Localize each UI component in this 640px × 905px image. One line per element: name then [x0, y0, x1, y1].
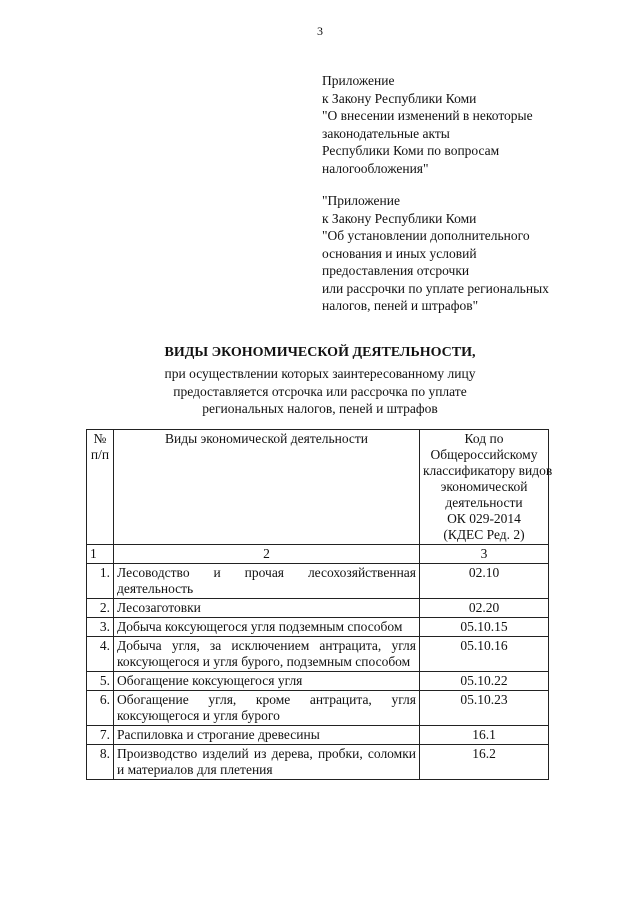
row-number: 5. [87, 672, 114, 691]
row-number: 7. [87, 726, 114, 745]
appendix-line: "О внесении изменений в некоторые [322, 108, 533, 123]
activity-code: 05.10.22 [420, 672, 549, 691]
activities-table [86, 429, 553, 780]
appendix-line: налогообложения" [322, 160, 429, 176]
activity-name: Лесозаготовки [114, 599, 420, 618]
subtitle-line: предоставляется отсрочка или рассрочка по уплате [173, 383, 467, 399]
appendix-header-2 [322, 192, 622, 315]
activity-name: Производство изделий из дерева, пробки, соломки и материалов для плетения [114, 745, 420, 780]
table-row [87, 691, 549, 726]
row-number: 3. [87, 618, 114, 637]
appendix-line: предоставления отсрочки [322, 263, 470, 278]
activity-name: Лесоводство и прочая лесохозяйственная деятельность [114, 564, 420, 599]
activity-code: 02.20 [420, 599, 549, 618]
column-index: 2 [114, 545, 420, 564]
appendix-line: законодательные акты [322, 125, 450, 141]
row-number: 8. [87, 745, 114, 780]
activity-name: Обогащение угля, кроме антрацита, угля коксующегося и угля бурого [114, 691, 420, 726]
appendix-line: или рассрочки по уплате региональных [322, 280, 549, 296]
row-number: 6. [87, 691, 114, 726]
table-row [87, 726, 549, 745]
row-number: 2. [87, 599, 114, 618]
activity-code: 16.1 [420, 726, 549, 745]
table-row [87, 599, 549, 618]
appendix-line: "Приложение [322, 193, 400, 208]
column-index-row [87, 545, 549, 564]
appendix-line: основания и иных условий [322, 245, 477, 261]
table-row [87, 618, 549, 637]
column-index: 1 [87, 545, 114, 564]
activity-name: Добыча коксующегося угля подземным способом [114, 618, 420, 637]
appendix-header [322, 72, 622, 177]
document-title: ВИДЫ ЭКОНОМИЧЕСКОЙ ДЕЯТЕЛЬНОСТИ, [164, 345, 476, 360]
appendix-line: Приложение [322, 73, 395, 88]
table-row [87, 564, 549, 599]
activity-name: Обогащение коксующегося угля [114, 672, 420, 691]
appendix-line: "Об установлении дополнительного [322, 228, 530, 243]
header-code: Код по Общероссийскому классификатору видов экономической деятельности ОК 029-2014 (КДЕС Ред. 2) [420, 430, 549, 545]
activity-code: 02.10 [420, 564, 549, 599]
activity-code: 05.10.23 [420, 691, 549, 726]
column-index: 3 [420, 545, 549, 564]
appendix-line: налогов, пеней и штрафов" [322, 298, 479, 313]
header-number: № п/п [87, 430, 114, 545]
row-number: 1. [87, 564, 114, 599]
table-row [87, 672, 549, 691]
table-row [87, 745, 549, 780]
header-activity: Виды экономической деятельности [114, 430, 420, 545]
table-row [87, 637, 549, 672]
appendix-line: Республики Коми по вопросам [322, 143, 500, 158]
table-header-row [87, 430, 549, 545]
row-number: 4. [87, 637, 114, 672]
activity-name: Распиловка и строгание древесины [114, 726, 420, 745]
subtitle-line: при осуществлении которых заинтересованному лицу [164, 366, 476, 381]
document-subtitle [0, 365, 640, 418]
activity-code: 16.2 [420, 745, 549, 780]
activity-code: 05.10.16 [420, 637, 549, 672]
activity-name: Добыча угля, за исключением антрацита, угля коксующегося и угля бурого, подземным способом [114, 637, 420, 672]
activity-code: 05.10.15 [420, 618, 549, 637]
page-number: 3 [317, 24, 323, 38]
appendix-line: к Закону Республики Коми [322, 90, 477, 106]
subtitle-line: региональных налогов, пеней и штрафов [202, 401, 438, 416]
appendix-line: к Закону Республики Коми [322, 210, 477, 226]
